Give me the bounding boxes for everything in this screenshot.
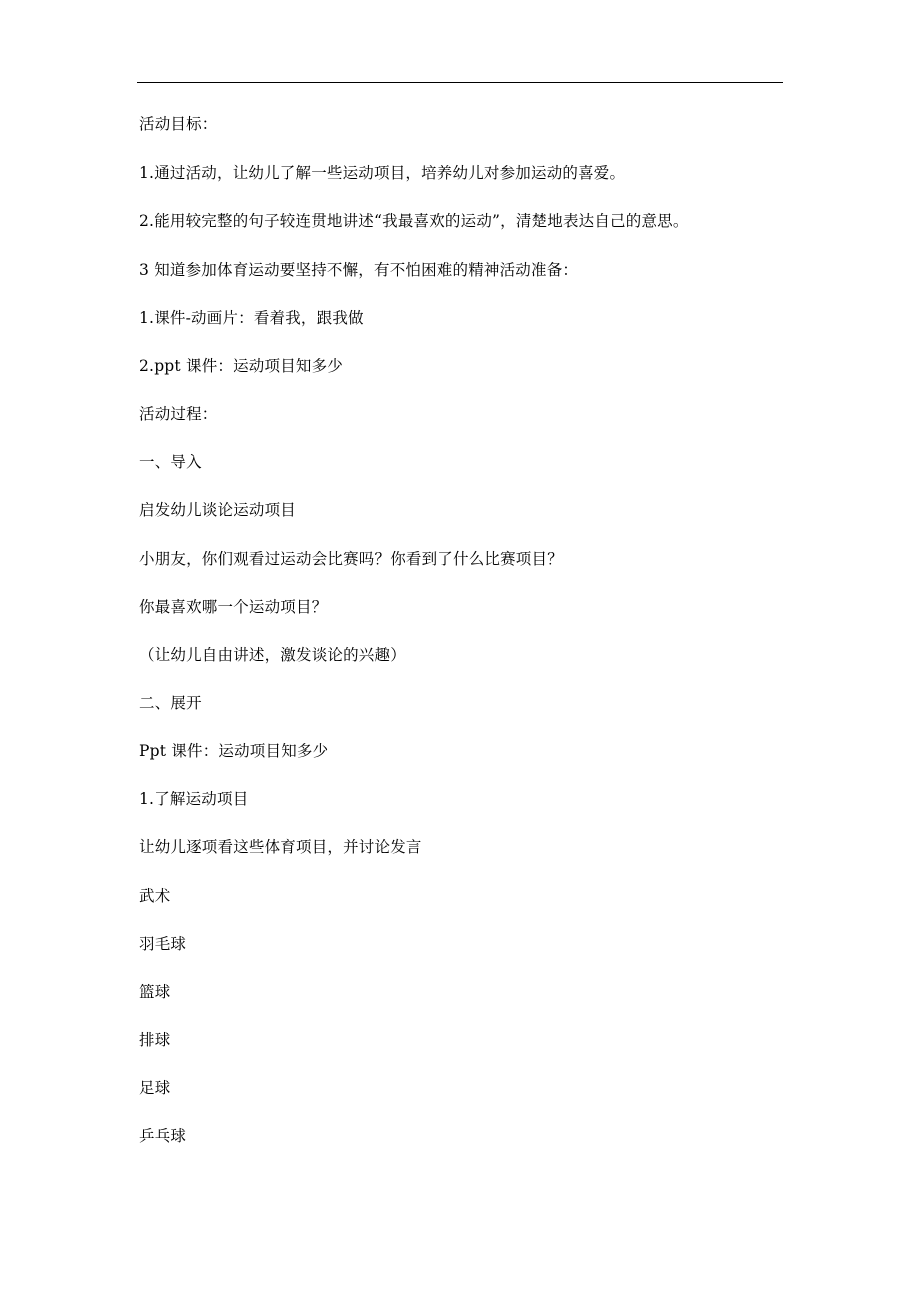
sport-item: 羽毛球 [139,935,187,953]
step-heading-develop: 二、展开 [139,694,202,712]
step-heading-intro: 一、导入 [139,453,202,471]
sport-item: 乒乓球 [139,1127,187,1145]
preparation-item-2: 2.ppt 课件：运动项目知多少 [139,357,343,375]
sport-item: 篮球 [139,983,171,1001]
paragraph: 让幼儿逐项看这些体育项目，并讨论发言 [139,838,422,856]
paragraph: Ppt 课件：运动项目知多少 [139,742,329,760]
paragraph: （让幼儿自由讲述，激发谈论的兴趣） [139,646,406,664]
section-heading-process: 活动过程： [139,405,218,423]
goal-item-2: 2.能用较完整的句子较连贯地讲述“我最喜欢的运动”，清楚地表达自己的意思。 [139,212,689,230]
paragraph: 你最喜欢哪一个运动项目？ [139,598,328,616]
paragraph: 1.了解运动项目 [139,790,249,808]
paragraph: 启发幼儿谈论运动项目 [139,501,297,519]
paragraph: 小朋友，你们观看过运动会比赛吗？你看到了什么比赛项目？ [139,550,563,568]
sport-item: 排球 [139,1031,171,1049]
goal-item-3: 3 知道参加体育运动要坚持不懈，有不怕困难的精神活动准备： [139,261,579,279]
preparation-item-1: 1.课件-动画片：看着我，跟我做 [139,309,364,327]
header-rule [137,82,783,83]
goal-item-1: 1.通过活动，让幼儿了解一些运动项目，培养幼儿对参加运动的喜爱。 [139,164,626,182]
section-heading-goals: 活动目标： [139,115,218,133]
sport-item: 武术 [139,887,171,905]
sport-item: 足球 [139,1079,171,1097]
